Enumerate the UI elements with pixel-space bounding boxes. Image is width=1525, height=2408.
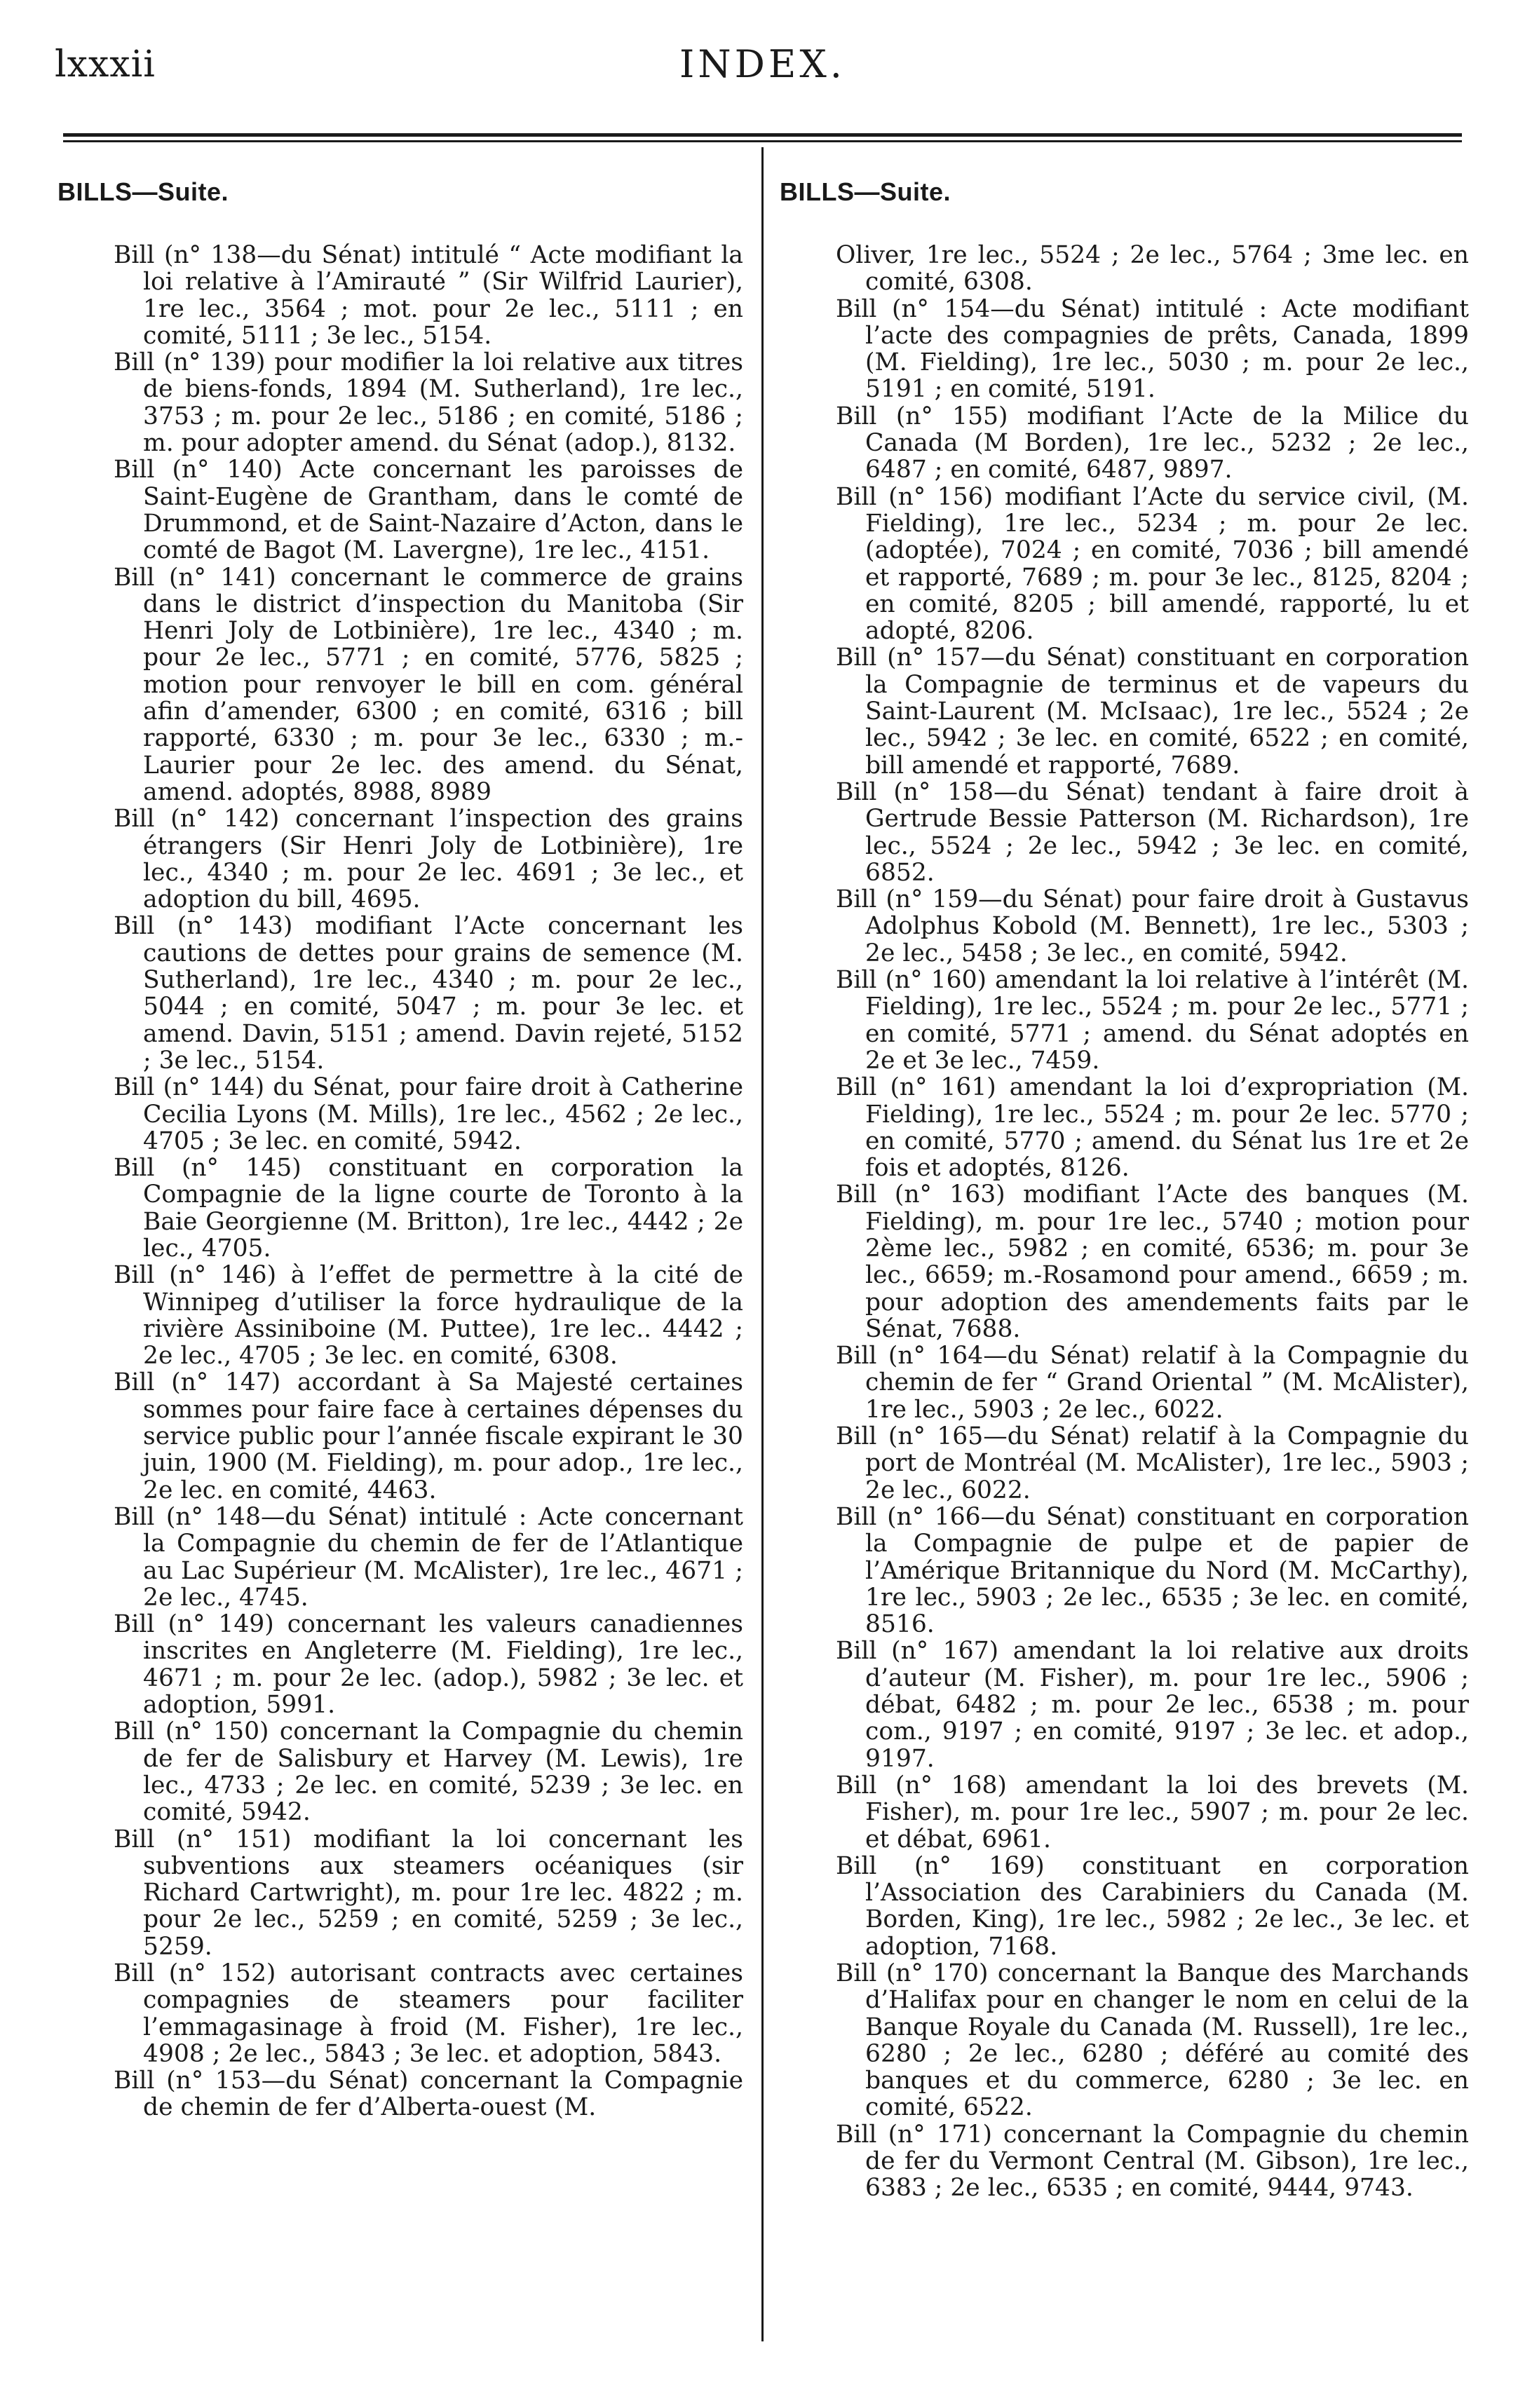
page-header	[0, 0, 1525, 133]
index-entry: Bill (n° 166—du Sénat) constituant en corporation la Compagnie de pulpe et de papier de l’Amérique Britannique du Nord (M. McCarthy), 1re lec., 5903 ; 2e lec., 6535 ; 3e lec. en comité, 8516.	[836, 1502, 1469, 1639]
index-entry: Bill (n° 163) modifiant l’Acte des banques (M. Fielding), m. pour 1re lec., 5740 ; motion pour 2ème lec., 5982 ; en comité, 6536; m. pour 3e lec., 6659; m.-Rosamond pour amend., 6659 ; m. pour adoption des amendements faits par le Sénat, 7688.	[836, 1181, 1469, 1343]
index-entry: Bill (n° 164—du Sénat) relatif à la Compagnie du chemin de fer “ Grand Oriental ” (M. McAlister), 1re lec., 5903 ; 2e lec., 6022.	[836, 1342, 1469, 1424]
column-heading: BILLS—Suite.	[57, 177, 229, 206]
index-entry: Bill (n° 154—du Sénat) intitulé : Acte modifiant l’acte des compagnies de prêts, Canada, 1899 (M. Fielding), 1re lec., 5030 ; m. pour 2e lec., 5191 ; en comité, 5191.	[836, 294, 1469, 404]
index-entry: Bill (n° 144) du Sénat, pour faire droit à Catherine Cecilia Lyons (M. Mills), 1re lec., 4562 ; 2e lec., 4705 ; 3e lec. en comité, 5942.	[114, 1073, 743, 1155]
index-entry: Bill (n° 170) concernant la Banque des Marchands d’Halifax pour en changer le nom en celui de la Banque Royale du Canada (M. Russell), 1re lec., 6280 ; 2e lec., 6280 ; déféré au comité des banques et du commerce, 6280 ; 3e lec. en comité, 6522.	[836, 1959, 1469, 2122]
column-heading: BILLS—Suite.	[780, 177, 951, 206]
index-entry: Bill (n° 168) amendant la loi des brevets (M. Fisher), m. pour 1re lec., 5907 ; m. pour 2e lec. et débat, 6961.	[836, 1771, 1469, 1853]
index-entry: Bill (n° 148—du Sénat) intitulé : Acte concernant la Compagnie du chemin de fer de l’Atlantique au Lac Supérieur (M. McAlister), 1re lec., 4671 ; 2e lec., 4745.	[114, 1502, 743, 1612]
index-entry: Bill (n° 165—du Sénat) relatif à la Compagnie du port de Montréal (M. McAlister), 1re lec., 5903 ; 2e lec., 6022.	[836, 1422, 1469, 1504]
index-entry: Bill (n° 151) modifiant la loi concernant les subventions aux steamers océaniques (sir Richard Cartwright), m. pour 1re lec. 4822 ; m. pour 2e lec., 5259 ; en comité, 5259 ; 3e lec., 5259.	[114, 1825, 743, 1961]
index-entry: Bill (n° 171) concernant la Compagnie du chemin de fer du Vermont Central (M. Gibson), 1re lec., 6383 ; 2e lec., 6535 ; en comité, 9444, 9743.	[836, 2120, 1469, 2203]
index-entry: Bill (n° 153—du Sénat) concernant la Compagnie de chemin de fer d’Alberta-ouest (M.	[114, 2067, 743, 2122]
index-entry: Bill (n° 169) constituant en corporation l’Association des Carabiniers du Canada (M. Borden, King), 1re lec., 5982 ; 2e lec., 3e lec. et adoption, 7168.	[836, 1851, 1469, 1961]
index-entry: Bill (n° 139) pour modifier la loi relative aux titres de biens-fonds, 1894 (M. Sutherland), 1re lec., 3753 ; m. pour 2e lec., 5186 ; en comité, 5186 ; m. pour adopter amend. du Sénat (adop.), 8132.	[114, 348, 743, 458]
index-entry: Oliver, 1re lec., 5524 ; 2e lec., 5764 ; 3me lec. en comité, 6308.	[836, 241, 1469, 297]
page-number: lxxxii	[55, 43, 156, 86]
header-rule-secondary	[63, 140, 1462, 142]
index-entry: Bill (n° 146) à l’effet de permettre à la cité de Winnipeg d’utiliser la force hydraulique de la rivière Assiniboine (M. Puttee), 1re lec.. 4442 ; 2e lec., 4705 ; 3e lec. en comité, 6308.	[114, 1261, 743, 1370]
index-entry: Bill (n° 161) amendant la loi d’expropriation (M. Fielding), 1re lec., 5524 ; m. pour 2e lec. 5770 ; en comité, 5770 ; amend. du Sénat lus 1re et 2e fois et adoptés, 8126.	[836, 1073, 1469, 1183]
index-entry: Bill (n° 157—du Sénat) constituant en corporation la Compagnie de terminus et de vapeurs du Saint-Laurent (M. McIsaac), 1re lec., 5524 ; 2e lec., 5942 ; 3e lec. en comité, 6522 ; en comité, bill amendé et rapporté, 7689.	[836, 644, 1469, 780]
index-entry: Bill (n° 142) concernant l’inspection des grains étrangers (Sir Henri Joly de Lotbinière), 1re lec., 4340 ; m. pour 2e lec. 4691 ; 3e lec., et adoption du bill, 4695.	[114, 805, 743, 914]
index-entry: Bill (n° 143) modifiant l’Acte concernant les cautions de dettes pour grains de semence (M. Sutherland), 1re lec., 4340 ; m. pour 2e lec., 5044 ; en comité, 5047 ; m. pour 3e lec. et amend. Davin, 5151 ; amend. Davin rejeté, 5152 ; 3e lec., 5154.	[114, 912, 743, 1075]
index-entry: Bill (n° 138—du Sénat) intitulé “ Acte modifiant la loi relative à l’Amirauté ” (Sir Wilfrid Laurier), 1re lec., 3564 ; mot. pour 2e lec., 5111 ; en comité, 5111 ; 3e lec., 5154.	[114, 241, 743, 350]
left-column	[56, 165, 743, 2121]
index-entry: Bill (n° 152) autorisant contracts avec certaines compagnies de steamers pour faciliter l’emmagasinage à froid (M. Fisher), 1re lec., 4908 ; 2e lec., 5843 ; 3e lec. et adoption, 5843.	[114, 1959, 743, 2068]
index-entry: Bill (n° 159—du Sénat) pour faire droit à Gustavus Adolphus Kobold (M. Bennett), 1re lec., 5303 ; 2e lec., 5458 ; 3e lec., en comité, 5942.	[836, 885, 1469, 967]
index-entry: Bill (n° 167) amendant la loi relative aux droits d’auteur (M. Fisher), m. pour 1re lec., 5906 ; débat, 6482 ; m. pour 2e lec., 6538 ; m. pour com., 9197 ; en comité, 9197 ; 3e lec. et adop., 9197.	[836, 1637, 1469, 1773]
index-entry: Bill (n° 147) accordant à Sa Majesté certaines sommes pour faire face à certaines dépenses du service public pour l’année fiscale expirant le 30 juin, 1900 (M. Fielding), m. pour adop., 1re lec., 2e lec. en comité, 4463.	[114, 1368, 743, 1504]
index-entry: Bill (n° 158—du Sénat) tendant à faire droit à Gertrude Bessie Patterson (M. Richardson), 1re lec., 5524 ; 2e lec., 5942 ; 3e lec. en comité, 6852.	[836, 777, 1469, 887]
right-column	[778, 165, 1469, 2202]
index-entry: Bill (n° 149) concernant les valeurs canadiennes inscrites en Angleterre (M. Fielding), 1re lec., 4671 ; m. pour 2e lec. (adop.), 5982 ; 3e lec. et adoption, 5991.	[114, 1610, 743, 1720]
index-entry: Bill (n° 145) constituant en corporation la Compagnie de la ligne courte de Toronto à la Baie Georgienne (M. Britton), 1re lec., 4442 ; 2e lec., 4705.	[114, 1154, 743, 1263]
index-entry: Bill (n° 141) concernant le commerce de grains dans le district d’inspection du Manitoba (Sir Henri Joly de Lotbinière), 1re lec., 4340 ; m. pour 2e lec., 5771 ; en comité, 5776, 5825 ; motion pour renvoyer le bill en com. général afin d’amender, 6300 ; en comité, 6316 ; bill rapporté, 6330 ; m. pour 3e lec., 6330 ; m.-Laurier pour 2e lec. des amend. du Sénat, amend. adoptés, 8988, 8989	[114, 563, 743, 806]
index-entry: Bill (n° 155) modifiant l’Acte de la Milice du Canada (M Borden), 1re lec., 5232 ; 2e lec., 6487 ; en comité, 6487, 9897.	[836, 402, 1469, 484]
running-head: INDEX.	[679, 42, 846, 86]
index-entry: Bill (n° 150) concernant la Compagnie du chemin de fer de Salisbury et Harvey (M. Lewis), 1re lec., 4733 ; 2e lec. en comité, 5239 ; 3e lec. en comité, 5942.	[114, 1717, 743, 1827]
index-entry: Bill (n° 160) amendant la loi relative à l’intérêt (M. Fielding), 1re lec., 5524 ; m. pour 2e lec., 5771 ; en comité, 5771 ; amend. du Sénat adoptés en 2e et 3e lec., 7459.	[836, 966, 1469, 1075]
header-rule	[63, 133, 1462, 137]
column-divider	[761, 147, 764, 2341]
index-entry: Bill (n° 140) Acte concernant les paroisses de Saint-Eugène de Grantham, dans le comté de Drummond, et de Saint-Nazaire d’Acton, dans le comté de Bagot (M. Lavergne), 1re lec., 4151.	[114, 456, 743, 565]
index-entry: Bill (n° 156) modifiant l’Acte du service civil, (M. Fielding), 1re lec., 5234 ; m. pour 2e lec. (adoptée), 7024 ; en comité, 7036 ; bill amendé et rapporté, 7689 ; m. pour 3e lec., 8125, 8204 ; en comité, 8205 ; bill amendé, rapporté, lu et adopté, 8206.	[836, 482, 1469, 646]
